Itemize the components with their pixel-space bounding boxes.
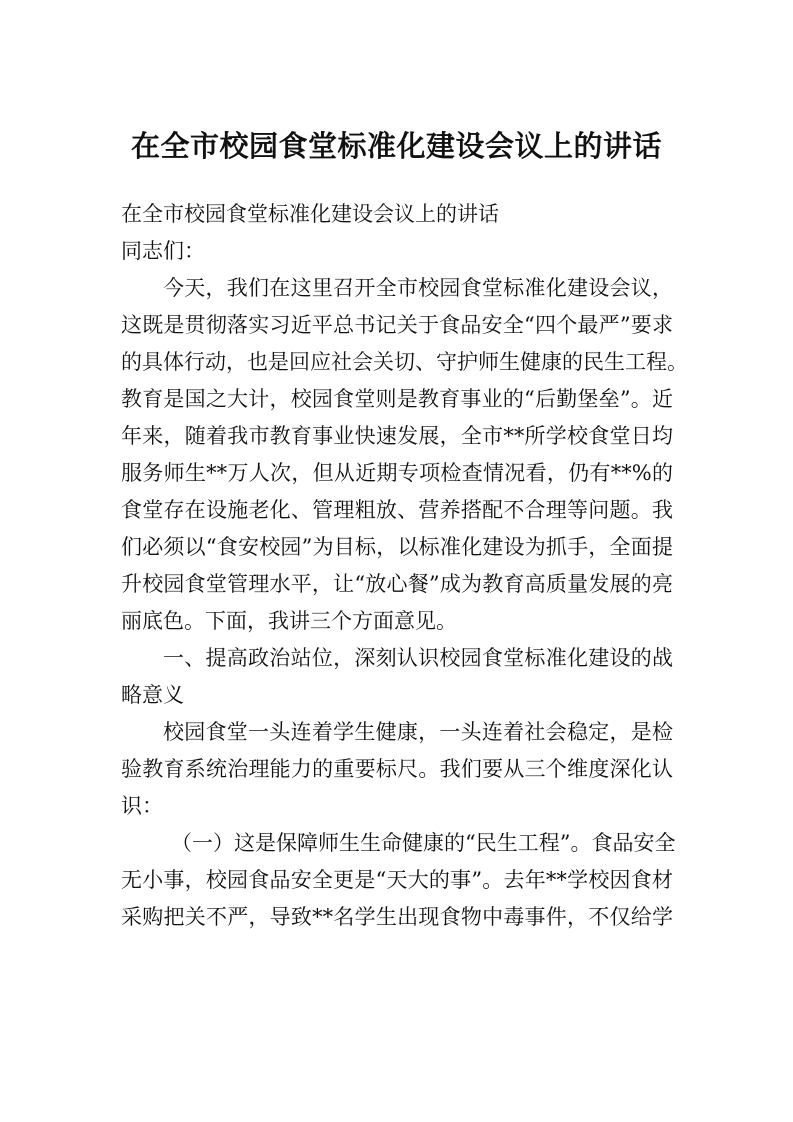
paragraph-line: 这既是贯彻落实习近平总书记关于食品安全“四个最严”要求 xyxy=(121,313,673,337)
paragraph-line: 教育是国之大计，校园食堂则是教育事业的“后勤堡垒”。近 xyxy=(121,387,673,411)
paragraph-line: 无小事，校园食品安全更是“天大的事”。去年**学校因食材 xyxy=(121,868,673,892)
paragraph-line: 的具体行动，也是回应社会关切、守护师生健康的民生工程。 xyxy=(121,350,688,374)
paragraph-line: 同志们： xyxy=(121,239,205,263)
document-body xyxy=(121,196,688,936)
paragraph-line: 丽底色。下面，我讲三个方面意见。 xyxy=(121,609,457,633)
paragraph-line: 在全市校园食堂标准化建设会议上的讲话 xyxy=(121,202,499,226)
paragraph-line: 校园食堂一头连着学生健康，一头连着社会稳定，是检 xyxy=(163,720,673,744)
paragraph-line: 今天，我们在这里召开全市校园食堂标准化建设会议， xyxy=(163,276,673,300)
paragraph-line: 食堂存在设施老化、管理粗放、营养搭配不合理等问题。我 xyxy=(121,498,673,522)
paragraph-line: 采购把关不严，导致**名学生出现食物中毒事件，不仅给学 xyxy=(121,905,673,929)
paragraph-line: 验教育系统治理能力的重要标尺。我们要从三个维度深化认 xyxy=(121,757,673,781)
document-title: 在全市校园食堂标准化建设会议上的讲话 xyxy=(130,129,662,163)
section-heading-line: 略意义 xyxy=(121,683,184,707)
paragraph-line: 年来，随着我市教育事业快速发展，全市**所学校食堂日均 xyxy=(121,424,673,448)
paragraph-line: 们必须以“食安校园”为目标，以标准化建设为抓手，全面提 xyxy=(121,535,673,559)
paragraph-line: 升校园食堂管理水平，让“放心餐”成为教育高质量发展的亮 xyxy=(121,572,673,596)
paragraph-line: （一）这是保障师生生命健康的“民生工程”。食品安全 xyxy=(171,831,676,855)
paragraph-line: 识： xyxy=(121,794,163,818)
section-heading-line: 一、提高政治站位，深刻认识校园食堂标准化建设的战 xyxy=(163,646,673,670)
paragraph-line: 服务师生**万人次，但从近期专项检查情况看，仍有**%的 xyxy=(121,461,673,485)
